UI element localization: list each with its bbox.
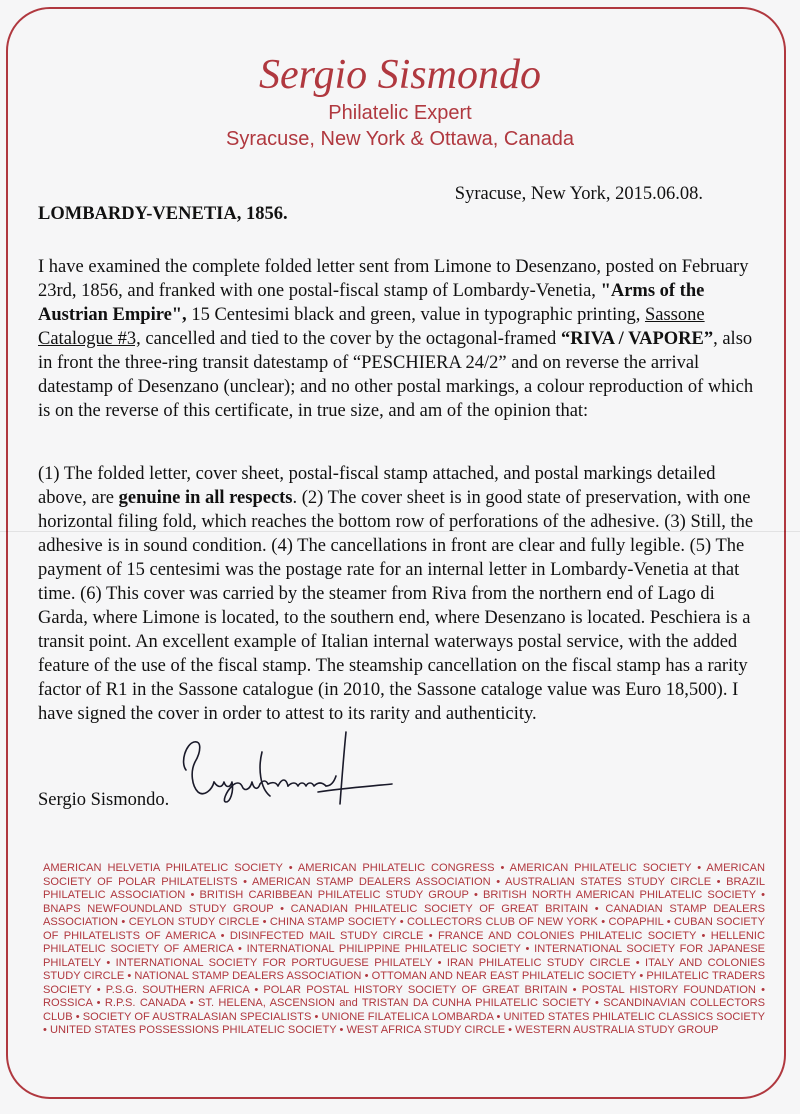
- genuine-statement: genuine in all respects: [118, 488, 293, 508]
- handwritten-signature-icon: [168, 722, 398, 832]
- place-date: Syracuse, New York, 2015.06.08.: [454, 184, 703, 204]
- para1-text-c: 15 Centesimi black and green, value in typographic printing,: [186, 305, 645, 325]
- letterhead: [0, 50, 800, 152]
- opinion-paragraph: [38, 462, 768, 726]
- examination-paragraph: [38, 255, 768, 423]
- para2-text-c: . (2) The cover sheet is in good state of preservation, with one horizontal filing fold, which reaches the bottom row of perforations of the adhesive. (3) Still, the adhesive is in sound condition. (4) The cancellations in front are clear and fully legible. (5) The payment of 15 centesimi was the postage rate for an internal letter in Lombardy-Venetia at that time. (6) This cover was carried by the steamer from Riva from the northern end of Lago di Garda, where Limone is located, to the southern end, where Desenzano is located. Peschiera is a transit point. An excellent example of Italian internal waterways postal service, with the added feature of the use of the fiscal stamp. The steamship cancellation on the fiscal stamp has a rarity factor of R1 in the Sassone catalogue (in 2010, the Sassone cataloge value was Euro 18,500). I have signed the cover in order to attest to its rarity and authenticity.: [38, 488, 754, 724]
- affiliations-list: AMERICAN HELVETIA PHILATELIC SOCIETY • AMERICAN PHILATELIC CONGRESS • AMERICAN PHILATELIC SOCIETY • AMERICAN SOCIETY OF POLAR PHILATELISTS • AMERICAN STAMP DEALERS ASSOCIATION • AUSTRALIAN STATES STUDY CIRCLE • BRAZIL PHILATELIC ASSOCIATION • BRITISH CARIBBEAN PHILATELIC STUDY GROUP • BRITISH NORTH AMERICAN PHILATELIC SOCIETY • BNAPS NEWFOUNDLAND STUDY GROUP • CANADIAN PHILATELIC SOCIETY OF GREAT BRITAIN • CANADIAN STAMP DEALERS ASSOCIATION • CEYLON STUDY CIRCLE • CHINA STAMP SOCIETY • COLLECTORS CLUB OF NEW YORK • COPAPHIL • CUBAN SOCIETY OF PHILATELISTS OF AMERICA • DISINFECTED MAIL STUDY CIRCLE • FRANCE AND COLONIES PHILATELIC SOCIETY • HELLENIC PHILATELIC SOCIETY OF AMERICA • INTERNATIONAL PHILIPPINE PHILATELIC SOCIETY • INTERNATIONAL SOCIETY FOR JAPANESE PHILATELY • INTERNATIONAL SOCIETY FOR PORTUGUESE PHILATELY • IRAN PHILATELIC STUDY CIRCLE • ITALY AND COLONIES STUDY CIRCLE • NATIONAL STAMP DEALERS ASSOCIATION • OTTOMAN AND NEAR EAST PHILATELIC SOCIETY • PHILATELIC TRADERS SOCIETY • P.S.G. SOUTHERN AFRICA • POLAR POSTAL HISTORY SOCIETY OF GREAT BRITAIN • POSTAL HISTORY FOUNDATION • ROSSICA • R.P.S. CANADA • ST. HELENA, ASCENSION and TRISTAN DA CUNHA PHILATELIC SOCIETY • SCANDINAVIAN COLLECTORS CLUB • SOCIETY OF AUSTRALASIAN SPECIALISTS • UNIONE FILATELICA LOMBARDA • UNITED STATES PHILATELIC CLASSICS SOCIETY • UNITED STATES POSSESSIONS PHILATELIC SOCIETY • WEST AFRICA STUDY CIRCLE • WESTERN AUSTRALIA STUDY GROUP: [43, 862, 765, 1036]
- expert-title: Philatelic Expert: [328, 102, 472, 124]
- certificate-subject: LOMBARDY-VENETIA, 1856.: [38, 204, 288, 224]
- cancellation-name: “RIVA / VAPORE”: [560, 329, 714, 349]
- expert-locations: Syracuse, New York & Ottawa, Canada: [226, 128, 574, 150]
- expert-name: Sergio Sismondo: [259, 52, 541, 98]
- para1-text-g: , also in front the three-ring transit datestamp of “PESCHIERA 24/2” and on reverse the arrival datestamp of Desenzano (unclear); and no other postal markings, a colour reproduction of which is on the reverse of this certificate, in true size, and am of the opinion that:: [38, 329, 754, 421]
- para2-text-a: (1) The folded letter, cover sheet, postal-fiscal stamp attached, and postal markings detailed above, are: [38, 464, 716, 508]
- signoff-name: Sergio Sismondo.: [38, 790, 170, 810]
- stamp-name: "Arms of the Austrian Empire",: [38, 281, 705, 325]
- para1-text-e: cancelled and tied to the cover by the octagonal-framed: [140, 329, 561, 349]
- para1-text-a: I have examined the complete folded letter sent from Limone to Desenzano, posted on February 23rd, 1856, and franked with one postal-fiscal stamp of Lombardy-Venetia,: [38, 257, 749, 301]
- catalogue-reference: Sassone Catalogue #3,: [38, 305, 705, 349]
